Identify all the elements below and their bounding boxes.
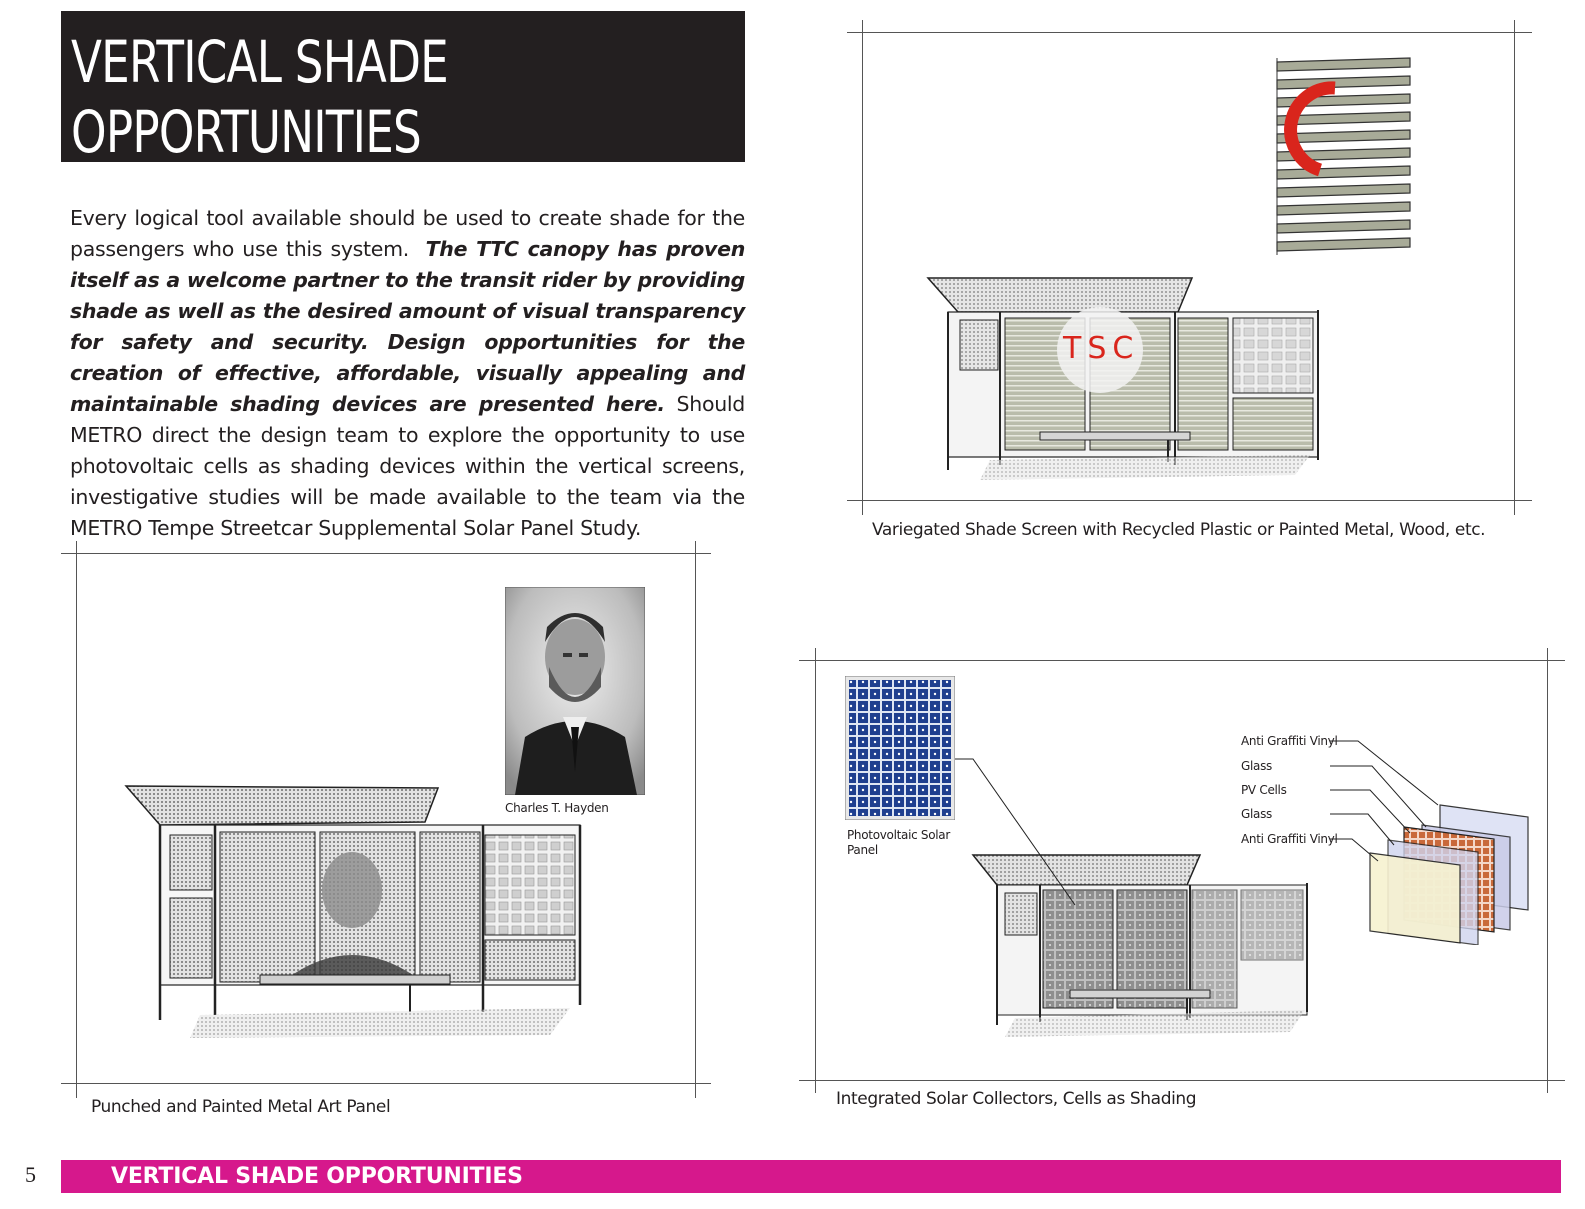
frame-line [61,1083,711,1084]
metal-art-shelter-sketch [120,780,600,1040]
body-emphasis: The TTC canopy has proven itself as a welcome partner to the transit rider by providing shade as well as the desired amount of visual transparency for safety and security. Design opportunities for the creation of effective, affordable, visually appealing and maintainable shading devices are presented here. [70,237,746,416]
page-title-line-2: OPPORTUNITIES [71,98,422,166]
louver-panel [1277,58,1410,255]
tsc-panel-text: TSC [1063,331,1140,366]
pv-panel-label-line-2: Panel [847,843,878,857]
caption-solar: Integrated Solar Collectors, Cells as Shading [836,1089,1197,1109]
frame-line [1514,20,1515,515]
variegated-illustration [920,50,1420,490]
footer-section-title: VERTICAL SHADE OPPORTUNITIES [111,1164,523,1189]
caption-metal-art: Punched and Painted Metal Art Panel [91,1097,391,1117]
frame-line [847,500,1532,501]
title-block [61,11,745,166]
portrait-charles-hayden [505,587,645,795]
body-paragraph [70,203,745,544]
frame-line [847,32,1532,33]
page-number: 5 [25,1162,36,1187]
frame-line [862,20,863,515]
page-title-line-1: VERTICAL SHADE [71,28,448,96]
panel-layers-diagram [1330,735,1535,945]
frame-line [815,648,816,1093]
frame-line [799,1080,1565,1081]
pv-panel-label-line-1: Photovoltaic Solar [847,828,950,842]
layer-label-4: Glass [1241,807,1272,821]
pv-leader-line [955,750,1085,910]
layer-label-1: Anti Graffiti Vinyl [1241,734,1338,748]
photovoltaic-panel-image [845,676,955,820]
portrait-label: Charles T. Hayden [505,801,609,815]
frame-line [695,541,696,1098]
frame-line [799,660,1565,661]
frame-line [1547,648,1548,1093]
frame-line [76,541,77,1098]
caption-variegated: Variegated Shade Screen with Recycled Plastic or Painted Metal, Wood, etc. [872,520,1486,540]
layer-label-2: Glass [1241,759,1272,773]
frame-line [61,553,711,554]
shelter-sketch [928,278,1318,480]
footer-bar [61,1160,1561,1193]
layer-label-3: PV Cells [1241,783,1287,797]
body-intro: Every logical tool available should be used to create shade for the passengers who use this system. [70,206,745,261]
body-closing: Should METRO direct the design team to explore the opportunity to use photovoltaic cells as shading devices within the vertical screens, investigative studies will be made available to the team via the METRO Tempe Streetcar Supplemental Solar Panel Study. [70,392,745,540]
layer-label-5: Anti Graffiti Vinyl [1241,832,1338,846]
